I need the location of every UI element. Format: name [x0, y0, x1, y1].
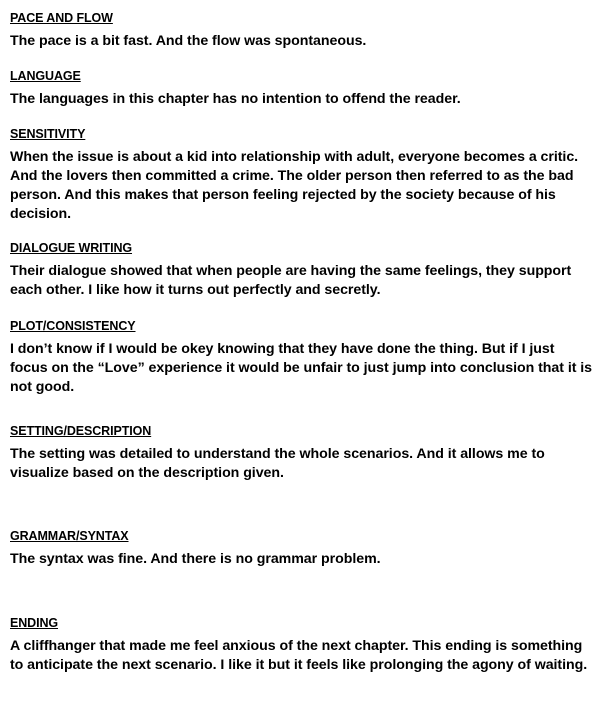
section-setting-description [10, 423, 592, 483]
section-heading: SETTING/DESCRIPTION [10, 424, 152, 438]
section-body: The languages in this chapter has no intention to offend the reader. [10, 91, 461, 107]
section-body: Their dialogue showed that when people are having the same feelings, they support each other. I like how it turns out perfectly and secretly. [10, 263, 572, 298]
section-heading: GRAMMAR/SYNTAX [10, 529, 129, 543]
section-heading: DIALOGUE WRITING [10, 241, 133, 255]
section-body: The setting was detailed to understand the whole scenarios. And it allows me to visualize based on the description given. [10, 446, 545, 481]
section-heading: LANGUAGE [10, 69, 81, 83]
section-body: When the issue is about a kid into relationship with adult, everyone becomes a critic. And the lovers then committed a crime. The older person then referred to as the bad person. And this makes that person feeling rejected by the society because of his decision. [10, 149, 579, 222]
section-body: The pace is a bit fast. And the flow was spontaneous. [10, 33, 367, 49]
section-heading: ENDING [10, 616, 59, 630]
section-language [10, 68, 592, 109]
section-heading: PACE AND FLOW [10, 11, 113, 25]
section-body: A cliffhanger that made me feel anxious of the next chapter. This ending is something to anticipate the next scenario. I like it but it feels like prolonging the agony of waiting. [10, 638, 588, 673]
section-heading: SENSITIVITY [10, 127, 86, 141]
section-ending [10, 615, 592, 675]
section-plot-consistency [10, 318, 592, 397]
section-heading: PLOT/CONSISTENCY [10, 319, 136, 333]
section-pace-and-flow [10, 10, 592, 51]
section-sensitivity [10, 126, 592, 224]
section-dialogue-writing [10, 240, 592, 300]
section-grammar-syntax [10, 528, 592, 569]
section-body: The syntax was fine. And there is no grammar problem. [10, 551, 381, 567]
section-body: I don’t know if I would be okey knowing that they have done the thing. But if I just focus on the “Love” experience it would be unfair to just jump into conclusion that it is not good. [10, 341, 593, 395]
